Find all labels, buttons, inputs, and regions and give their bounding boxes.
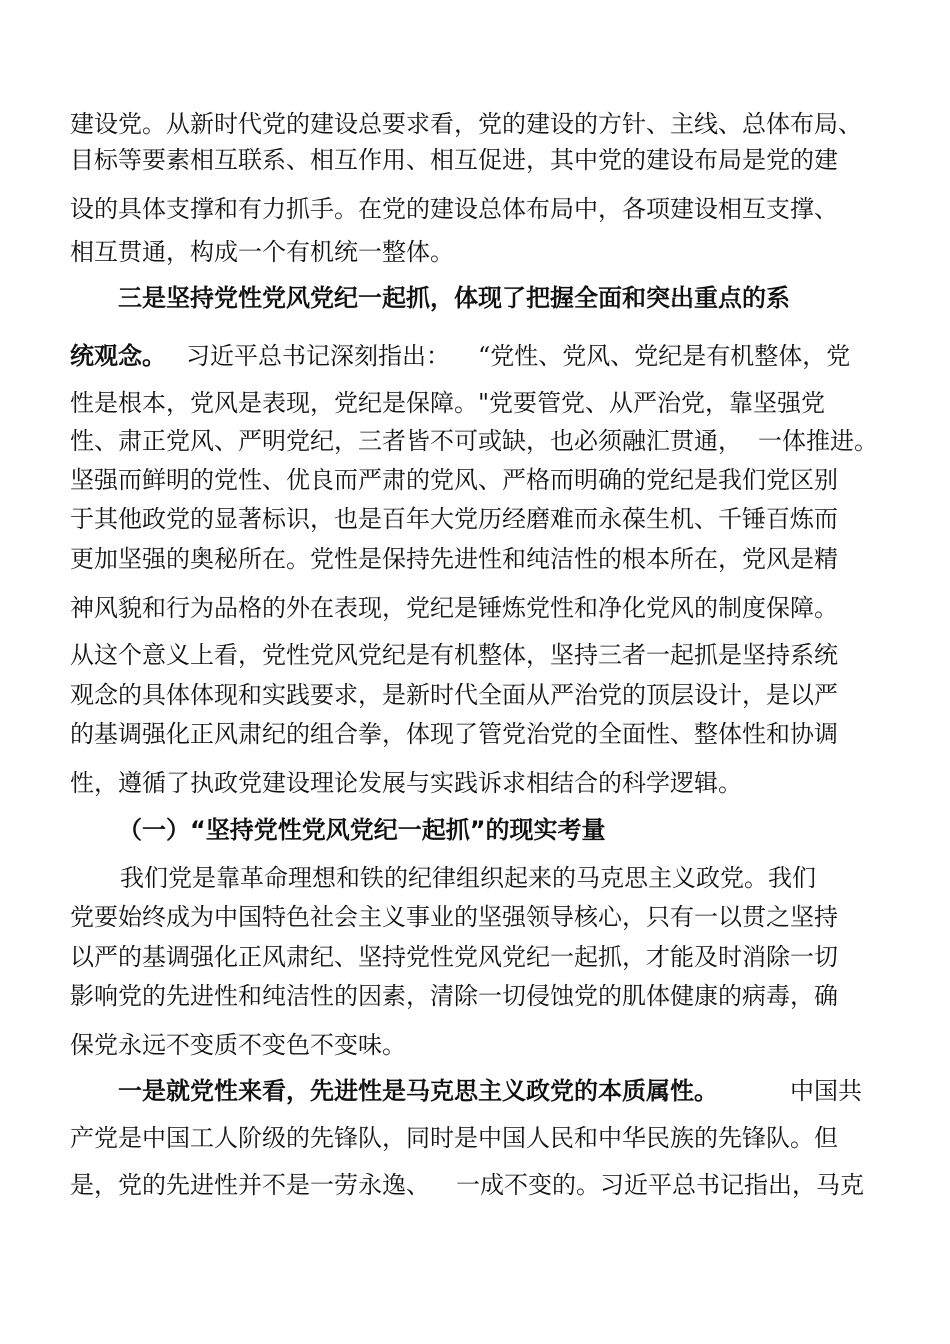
text-line: 性、肃正党风、严明党纪，三者皆不可或缺，也必须融汇贯通，	[70, 427, 742, 455]
text-line: 党要始终成为中国特色社会主义事业的坚强领导核心，只有一以贯之坚持	[70, 903, 838, 931]
section-heading-bold: 三是坚持党性党风党纪一起抓，体现了把握全面和突出重点的系	[118, 283, 790, 312]
text-line: 于其他政党的显著标识，也是百年大党历经磨难而永葆生机、千锤百炼而	[70, 505, 838, 533]
text-line: 建设党。从新时代党的建设总要求看，党的建设的方针、主线、总体布局、	[70, 110, 862, 138]
text-line: 一成不变的。习近平总书记指出，马克	[456, 1171, 864, 1199]
section-heading-bold-cont: 统观念。	[70, 341, 166, 370]
text-line: 性是根本，党风是表现，党纪是保障。"党要管党、从严治党，靠坚强党	[70, 389, 826, 417]
text-line: 产党是中国工人阶级的先锋队，同时是中国人民和中华民族的先锋队。但	[70, 1124, 838, 1152]
quote-text: “党性、党风、党纪是有机整体，党	[478, 342, 851, 370]
text-line: 中国共	[790, 1077, 862, 1105]
point-heading-bold: 一是就党性来看，先进性是马克思主义政党的本质属性。	[118, 1076, 718, 1105]
text-line: 的基调强化正风肃纪的组合拳，体现了管党治党的全面性、整体性和协调	[70, 720, 838, 748]
text-line: 以严的基调强化正风肃纪、坚持党性党风党纪一起抓，才能及时消除一切	[70, 943, 838, 971]
text-line: 是，党的先进性并不是一劳永逸、	[70, 1171, 430, 1199]
text-line: 一体推进。	[758, 427, 878, 455]
text-line: 影响党的先进性和纯洁性的因素，清除一切侵蚀党的肌体健康的病毒，确	[70, 982, 838, 1010]
text-line: 保党永远不变质不变色不变味。	[70, 1031, 406, 1059]
text-line: 相互贯通，构成一个有机统一整体。	[70, 238, 454, 266]
text-line: 习近平总书记深刻指出：	[186, 342, 450, 370]
text-line: 观念的具体体现和实践要求，是新时代全面从严治党的顶层设计，是以严	[70, 681, 838, 709]
text-line: 性，遵循了执政党建设理论发展与实践诉求相结合的科学逻辑。	[70, 769, 742, 797]
text-line: 坚强而鲜明的党性、优良而严肃的党风、严格而明确的党纪是我们党区别	[70, 466, 838, 494]
text-line: 目标等要素相互联系、相互作用、相互促进，其中党的建设布局是党的建	[70, 146, 838, 174]
text-line: 我们党是靠革命理想和铁的纪律组织起来的马克思主义政党。我们	[120, 864, 816, 892]
subsection-heading: （一）“坚持党性党风党纪一起抓”的现实考量	[118, 816, 606, 844]
text-line: 从这个意义上看，党性党风党纪是有机整体，坚持三者一起抓是坚持系统	[70, 641, 838, 669]
text-line: 设的具体支撑和有力抓手。在党的建设总体布局中，各项建设相互支撑、	[70, 195, 838, 223]
text-line: 神风貌和行为品格的外在表现，党纪是锤炼党性和净化党风的制度保障。	[70, 594, 838, 622]
text-line: 更加坚强的奥秘所在。党性是保持先进性和纯洁性的根本所在，党风是精	[70, 545, 838, 573]
